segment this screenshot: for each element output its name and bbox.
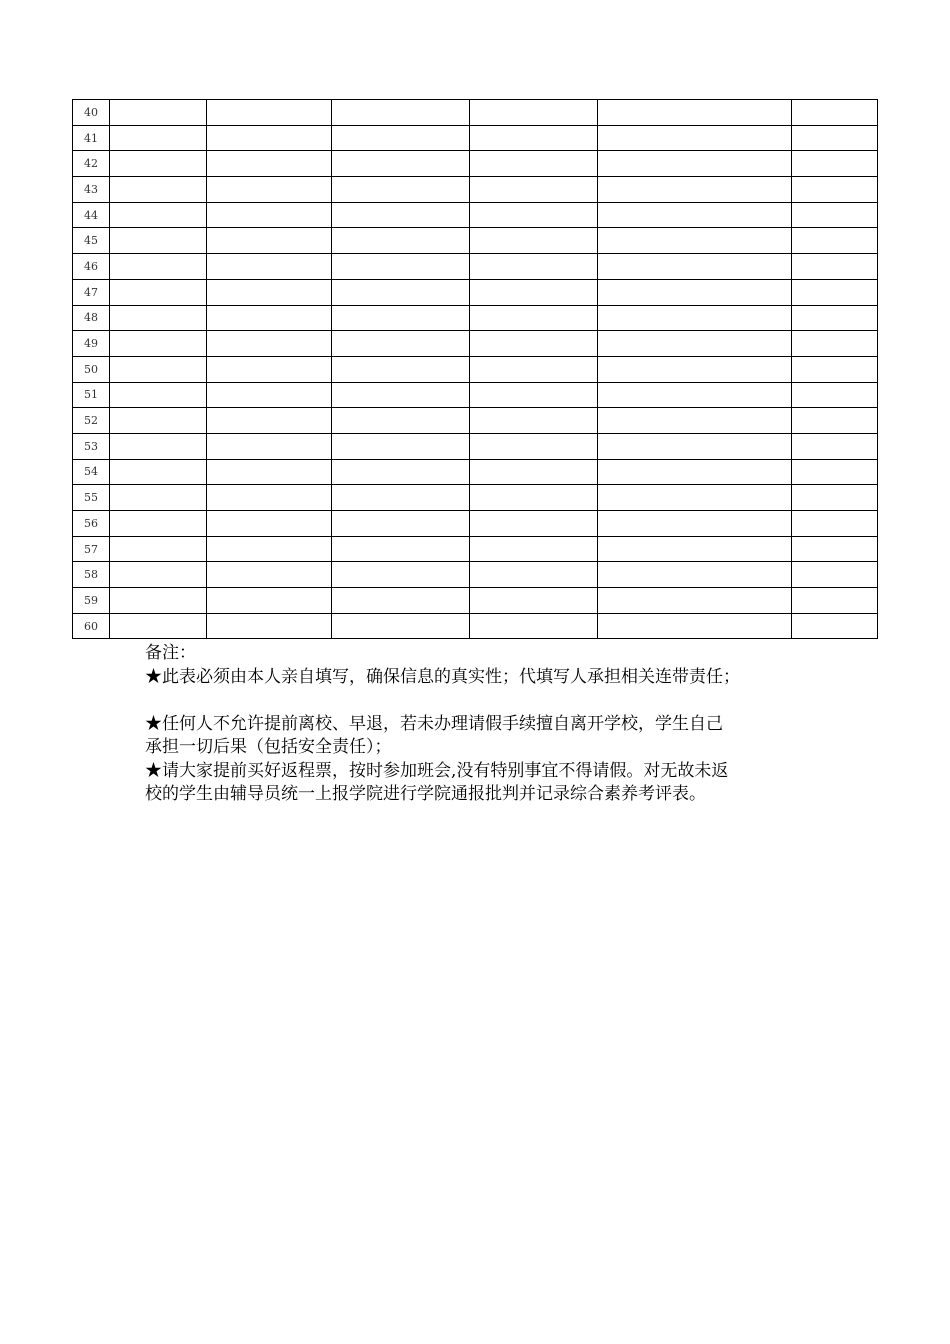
blank-cell[interactable] (598, 511, 792, 537)
blank-cell[interactable] (792, 100, 878, 126)
table-row (73, 279, 878, 305)
blank-cell[interactable] (792, 433, 878, 459)
blank-cell[interactable] (110, 382, 207, 408)
blank-cell[interactable] (792, 356, 878, 382)
blank-cell[interactable] (598, 228, 792, 254)
table-row (73, 408, 878, 434)
blank-cell[interactable] (207, 433, 332, 459)
blank-cell[interactable] (598, 305, 792, 331)
blank-cell[interactable] (332, 305, 470, 331)
row-number-cell: 53 (73, 433, 110, 459)
blank-cell[interactable] (332, 433, 470, 459)
blank-cell[interactable] (207, 382, 332, 408)
row-number-cell: 45 (73, 228, 110, 254)
blank-cell[interactable] (207, 536, 332, 562)
row-number-cell: 46 (73, 254, 110, 280)
blank-cell[interactable] (110, 254, 207, 280)
blank-cell[interactable] (598, 588, 792, 614)
blank-cell[interactable] (110, 485, 207, 511)
blank-cell[interactable] (110, 228, 207, 254)
blank-cell[interactable] (598, 536, 792, 562)
row-number-cell: 52 (73, 408, 110, 434)
blank-cell[interactable] (792, 279, 878, 305)
row-number-cell: 44 (73, 202, 110, 228)
row-number-cell: 51 (73, 382, 110, 408)
blank-cell[interactable] (332, 151, 470, 177)
blank-cell[interactable] (792, 177, 878, 203)
blank-cell[interactable] (470, 202, 598, 228)
table-row (73, 331, 878, 357)
blank-cell[interactable] (470, 382, 598, 408)
blank-cell[interactable] (110, 511, 207, 537)
blank-cell[interactable] (792, 613, 878, 639)
blank-cell[interactable] (792, 485, 878, 511)
blank-cell[interactable] (332, 459, 470, 485)
table-row (73, 433, 878, 459)
blank-cell[interactable] (470, 177, 598, 203)
blank-cell[interactable] (207, 459, 332, 485)
blank-cell[interactable] (332, 254, 470, 280)
blank-cell[interactable] (110, 562, 207, 588)
blank-cell[interactable] (792, 331, 878, 357)
note-item-return-ticket-line1: ★请大家提前买好返程票，按时参加班会,没有特别事宜不得请假。对无故未返 (145, 760, 729, 781)
blank-cell[interactable] (332, 485, 470, 511)
blank-cell[interactable] (470, 511, 598, 537)
blank-cell[interactable] (470, 151, 598, 177)
blank-cell[interactable] (110, 433, 207, 459)
row-number-cell: 54 (73, 459, 110, 485)
table-row (73, 125, 878, 151)
blank-cell[interactable] (207, 202, 332, 228)
table-row (73, 151, 878, 177)
blank-cell[interactable] (332, 613, 470, 639)
blank-cell[interactable] (332, 511, 470, 537)
blank-cell[interactable] (110, 459, 207, 485)
blank-cell[interactable] (207, 228, 332, 254)
blank-cell[interactable] (792, 408, 878, 434)
blank-cell[interactable] (792, 305, 878, 331)
table-body (73, 100, 878, 639)
blank-cell[interactable] (207, 305, 332, 331)
blank-cell[interactable] (110, 202, 207, 228)
row-number-cell: 57 (73, 536, 110, 562)
table-row (73, 202, 878, 228)
blank-cell[interactable] (598, 279, 792, 305)
blank-cell[interactable] (470, 331, 598, 357)
table-row (73, 588, 878, 614)
blank-cell[interactable] (207, 485, 332, 511)
blank-cell[interactable] (792, 536, 878, 562)
blank-cell[interactable] (110, 177, 207, 203)
table-row (73, 177, 878, 203)
blank-cell[interactable] (332, 588, 470, 614)
table-row (73, 485, 878, 511)
blank-cell[interactable] (332, 562, 470, 588)
table-row (73, 459, 878, 485)
blank-cell[interactable] (598, 151, 792, 177)
blank-cell[interactable] (332, 356, 470, 382)
blank-cell[interactable] (332, 100, 470, 126)
notes-spacer (145, 689, 825, 713)
blank-cell[interactable] (207, 562, 332, 588)
notes-heading: 备注： (145, 643, 196, 663)
blank-cell[interactable] (470, 459, 598, 485)
blank-cell[interactable] (470, 228, 598, 254)
blank-cell[interactable] (110, 356, 207, 382)
blank-cell[interactable] (598, 254, 792, 280)
row-number-cell: 42 (73, 151, 110, 177)
blank-cell[interactable] (110, 536, 207, 562)
blank-cell[interactable] (110, 588, 207, 614)
row-number-cell: 47 (73, 279, 110, 305)
blank-cell[interactable] (598, 459, 792, 485)
row-number-cell: 43 (73, 177, 110, 203)
blank-cell[interactable] (470, 100, 598, 126)
blank-cell[interactable] (792, 588, 878, 614)
blank-cell[interactable] (110, 125, 207, 151)
blank-cell[interactable] (470, 305, 598, 331)
blank-cell[interactable] (470, 588, 598, 614)
blank-cell[interactable] (792, 125, 878, 151)
blank-cell[interactable] (207, 613, 332, 639)
blank-cell[interactable] (598, 382, 792, 408)
row-number-cell: 60 (73, 613, 110, 639)
note-item-return-ticket-line2: 校的学生由辅导员统一上报学院进行学院通报批判并记录综合素养考评表。 (145, 784, 706, 804)
blank-cell[interactable] (470, 279, 598, 305)
table-row (73, 511, 878, 537)
blank-cell[interactable] (792, 228, 878, 254)
notes-section (145, 642, 825, 807)
blank-cell[interactable] (207, 408, 332, 434)
blank-cell[interactable] (332, 331, 470, 357)
blank-cell[interactable] (207, 331, 332, 357)
blank-cell[interactable] (470, 536, 598, 562)
blank-cell[interactable] (598, 100, 792, 126)
row-number-cell: 58 (73, 562, 110, 588)
blank-cell[interactable] (470, 613, 598, 639)
blank-cell[interactable] (110, 151, 207, 177)
table-row (73, 382, 878, 408)
blank-cell[interactable] (792, 254, 878, 280)
blank-cell[interactable] (110, 279, 207, 305)
blank-cell[interactable] (470, 254, 598, 280)
table-row (73, 536, 878, 562)
blank-cell[interactable] (207, 177, 332, 203)
blank-cell[interactable] (332, 202, 470, 228)
blank-cell[interactable] (110, 613, 207, 639)
blank-cell[interactable] (332, 125, 470, 151)
table-row (73, 613, 878, 639)
row-number-cell: 40 (73, 100, 110, 126)
blank-cell[interactable] (470, 562, 598, 588)
table-row (73, 228, 878, 254)
blank-cell[interactable] (332, 408, 470, 434)
blank-cell[interactable] (110, 331, 207, 357)
blank-cell[interactable] (332, 382, 470, 408)
blank-cell[interactable] (110, 408, 207, 434)
blank-cell[interactable] (792, 382, 878, 408)
blank-cell[interactable] (470, 485, 598, 511)
blank-cell[interactable] (598, 331, 792, 357)
blank-cell[interactable] (110, 305, 207, 331)
blank-cell[interactable] (207, 254, 332, 280)
blank-cell[interactable] (470, 125, 598, 151)
blank-cell[interactable] (207, 588, 332, 614)
blank-cell[interactable] (598, 613, 792, 639)
blank-cell[interactable] (470, 408, 598, 434)
blank-cell[interactable] (110, 100, 207, 126)
blank-cell[interactable] (598, 177, 792, 203)
row-number-cell: 50 (73, 356, 110, 382)
row-number-cell: 48 (73, 305, 110, 331)
blank-cell[interactable] (598, 562, 792, 588)
table-row (73, 356, 878, 382)
blank-cell[interactable] (598, 433, 792, 459)
note-item-no-early-leave-line2: 承担一切后果（包括安全责任）； (145, 737, 392, 757)
blank-cell[interactable] (598, 408, 792, 434)
blank-cell[interactable] (207, 356, 332, 382)
blank-cell[interactable] (470, 433, 598, 459)
blank-cell[interactable] (792, 562, 878, 588)
blank-cell[interactable] (207, 279, 332, 305)
table-row (73, 305, 878, 331)
blank-cell[interactable] (332, 536, 470, 562)
row-number-cell: 55 (73, 485, 110, 511)
blank-cell[interactable] (792, 151, 878, 177)
blank-cell[interactable] (207, 125, 332, 151)
row-number-cell: 41 (73, 125, 110, 151)
blank-cell[interactable] (792, 202, 878, 228)
row-number-cell: 56 (73, 511, 110, 537)
blank-cell[interactable] (470, 356, 598, 382)
blank-cell[interactable] (332, 279, 470, 305)
table-row (73, 562, 878, 588)
table-row (73, 254, 878, 280)
row-number-cell: 59 (73, 588, 110, 614)
blank-cell[interactable] (207, 100, 332, 126)
blank-cell[interactable] (598, 356, 792, 382)
blank-cell[interactable] (792, 459, 878, 485)
blank-cell[interactable] (598, 485, 792, 511)
table-row (73, 100, 878, 126)
blank-cell[interactable] (332, 177, 470, 203)
blank-cell[interactable] (207, 151, 332, 177)
registration-table (72, 99, 878, 639)
row-number-cell: 49 (73, 331, 110, 357)
blank-cell[interactable] (207, 511, 332, 537)
blank-cell[interactable] (792, 511, 878, 537)
note-item-no-early-leave-line1: ★任何人不允许提前离校、早退，若未办理请假手续擅自离开学校，学生自己 (145, 713, 723, 734)
blank-cell[interactable] (598, 202, 792, 228)
blank-cell[interactable] (598, 125, 792, 151)
note-item-self-fill: ★此表必须由本人亲自填写，确保信息的真实性；代填写人承担相关连带责任； (145, 666, 740, 687)
blank-cell[interactable] (332, 228, 470, 254)
